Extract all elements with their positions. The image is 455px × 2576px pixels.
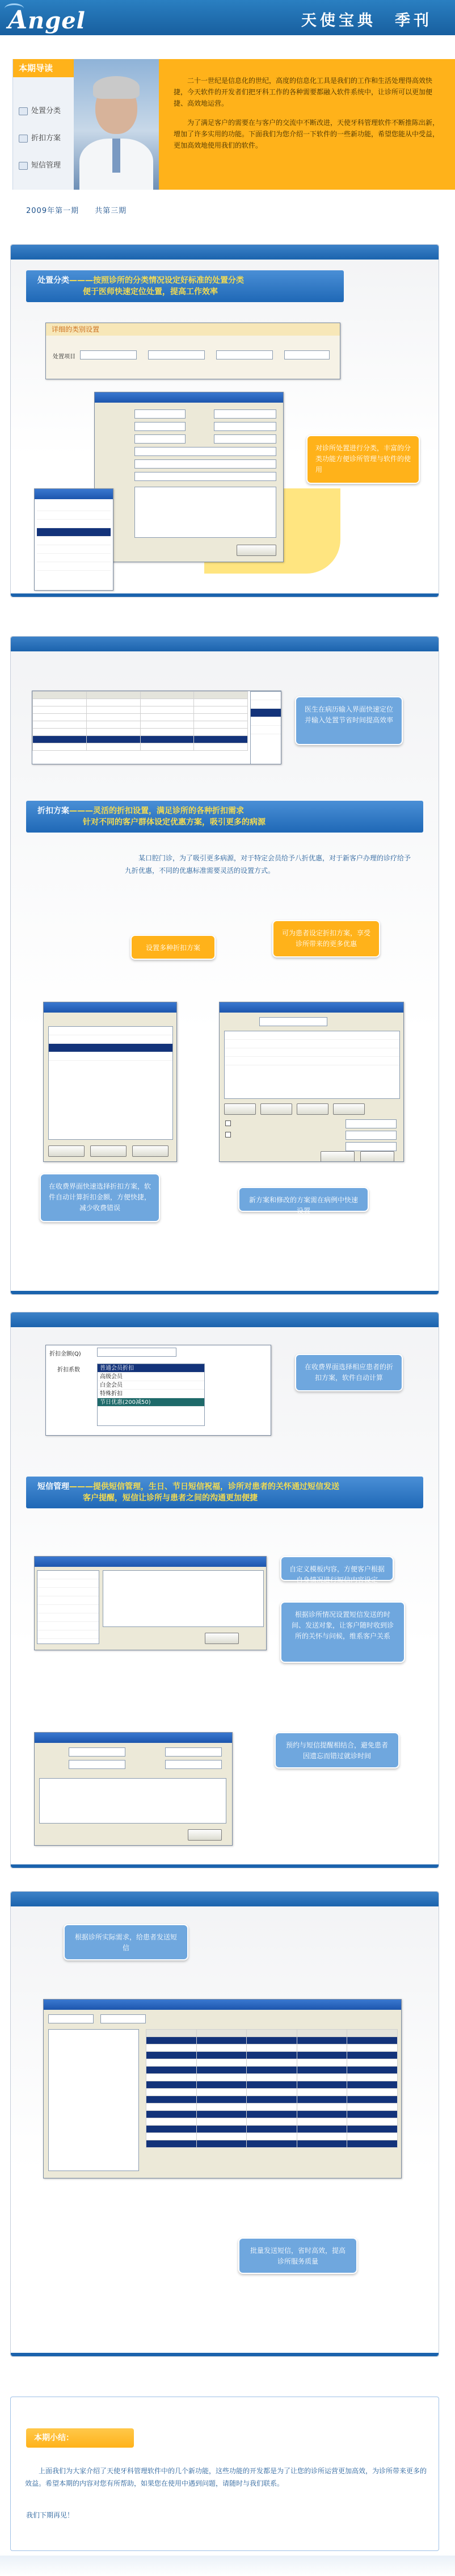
callout-sms-template: 自定义模板内容，方便客户根据自身情况进行短信内容设定 [280, 1556, 394, 1581]
discount-amount-field[interactable] [97, 1348, 176, 1357]
issue-number: 2009年第一期 共第三期 [26, 207, 127, 215]
intro-section [12, 59, 455, 190]
input-field[interactable] [134, 447, 276, 456]
send-button[interactable] [188, 1829, 222, 1841]
save-template-button[interactable] [205, 1633, 239, 1644]
save-item-button[interactable] [333, 1103, 365, 1115]
discount-checkbox[interactable] [225, 1132, 233, 1138]
discount-body-text: 某口腔门诊，为了吸引更多病源，对于特定会员给予八折优惠，对于新客户办理的诊疗给予九折优惠，不同的优惠标准需要灵活的设置方式。 [125, 854, 411, 875]
sms-template-window [34, 1556, 267, 1650]
callout-sms-send: 根据诊所实际需求，给患者发送短信 [64, 1924, 188, 1960]
callout-bulk-sms: 批量发送短信，省时高效，提高诊所服务质量 [238, 2238, 357, 2274]
category-field[interactable] [80, 350, 137, 359]
sms-template-content[interactable] [103, 1570, 264, 1627]
category-tree-window [34, 488, 113, 591]
category-side-list[interactable] [250, 691, 281, 764]
input-field[interactable] [134, 409, 186, 419]
callout-quick-charge: 在收费界面快速选择折扣方案，软件自动计算折扣金额，方便快捷，减少收费错误 [40, 1173, 160, 1222]
category-tree[interactable] [37, 503, 111, 588]
sms-field[interactable] [69, 1760, 125, 1769]
modify-item-button[interactable] [297, 1103, 328, 1115]
sms-template-tree[interactable] [37, 1570, 99, 1644]
callout-sms-schedule: 根据诊所情况设置短信发送的时间、发送对象，让客户随时收到诊所的关怀与问候，维系客户关系 [280, 1601, 405, 1663]
sms-patient-field[interactable] [69, 1747, 125, 1757]
bulk-sms-window [43, 1999, 402, 2178]
treatment-table[interactable] [32, 691, 248, 751]
date-field[interactable] [346, 1142, 397, 1151]
callout-select-discount: 在收费界面选择相应患者的折扣方案，软件自动计算 [295, 1354, 403, 1391]
toc-title: 本期导读 [13, 59, 74, 77]
folder-icon [19, 135, 28, 143]
logo: Angel [8, 6, 86, 35]
callout-sms-appointment: 预约与短信提醒相结合，避免患者因遗忘而错过就诊时间 [275, 1732, 399, 1768]
callout-patient-discount: 可为患者设定折扣方案，享受诊所带来的更多优惠 [272, 920, 380, 957]
input-field[interactable] [134, 459, 276, 469]
intro-toc [12, 59, 74, 190]
category-field-2[interactable] [148, 350, 205, 359]
input-field[interactable] [134, 472, 276, 481]
filter-field[interactable] [100, 2014, 146, 2023]
toc-item-discount[interactable]: 折扣方案 [19, 132, 75, 145]
ok-button[interactable] [321, 1151, 355, 1162]
magazine-title: 天使宝典 季刊 [301, 12, 432, 30]
summary-text: 上面我们为大家介绍了天使牙科管理软件中的几个新功能，这些功能的开发都是为了让您的诊所运营更加高效，为诊所带来更多的效益。希望本期的内容对您有所帮助，如果您在使用中遇到问题，请随时与我们联系。 [25, 2467, 427, 2487]
start-date-field[interactable] [346, 1119, 397, 1128]
recipient-group-list[interactable] [48, 2029, 139, 2171]
category-field-3[interactable] [216, 350, 273, 359]
summary-thanks: 我们下期再见！ [26, 2511, 74, 2519]
delete-scheme-button[interactable] [90, 1145, 127, 1157]
intro-text: 二十一世纪是信息化的世纪，高度的信息化工具是我们的工作和生活处理得高效快捷，今天软件的开发者们把牙科工作的各种需要都融入软件系统中，让诊所可以更加便捷、高效地运营。 为了满足客户的需要在与客户的交流中不断改进，天使牙科管理软件不断推陈出新，增加了许多实用的功能。下面我们为您介绍一下软件的一些新功能，希望您能从中受益，更加高效地使用我们的软件。 [159, 59, 455, 190]
cancel-button[interactable] [360, 1151, 394, 1162]
delete-item-button[interactable] [260, 1103, 292, 1115]
end-date-field[interactable] [346, 1131, 397, 1140]
discount-items-list[interactable] [224, 1031, 400, 1099]
footer-bar [0, 2556, 455, 2576]
summary-title: 本期小结： [26, 2428, 134, 2448]
callout-discount-types: 设置多种折扣方案 [130, 935, 216, 960]
edit-scheme-button[interactable] [132, 1145, 168, 1157]
ok-button[interactable] [237, 545, 276, 556]
toc-item-category[interactable]: 处置分类 [19, 104, 75, 118]
discount-select-window: 折扣金额(Q) 折扣系数 普通会员折扣 高级会员 白金会员 特殊折扣 节日优惠(200减50) [45, 1345, 271, 1436]
section-category-title: 处置分类———按照诊所的分类情况设定好标准的处置分类 便于医师快速定位处置，提高工作效率 [26, 270, 344, 302]
sms-time-field[interactable] [165, 1760, 222, 1769]
sms-send-window [34, 1732, 233, 1846]
section-discount-title: 折扣方案———灵活的折扣设置，满足诊所的各种折扣需求 针对不同的客户群体设定优惠方案，吸引更多的病源 [26, 801, 423, 833]
sms-phone-field[interactable] [165, 1747, 222, 1757]
discount-checkbox[interactable] [225, 1120, 233, 1127]
input-field[interactable] [134, 434, 186, 444]
discount-scheme-list[interactable] [48, 1026, 173, 1140]
treatment-list-window [32, 691, 281, 764]
add-scheme-button[interactable] [48, 1145, 85, 1157]
folder-icon [19, 107, 28, 115]
header-bar [0, 0, 455, 35]
toc-item-sms[interactable]: 短信管理 [19, 159, 75, 173]
window-title: 详细的类别设置 [46, 323, 340, 336]
section-sms-title: 短信管理———提供短信管理，生日、节日短信祝福，诊所对患者的关怀通过短信发送 客户提醒，短信让诊所与患者之间的沟通更加便捷 [26, 1477, 423, 1508]
add-item-button[interactable] [224, 1103, 256, 1115]
callout-new-scheme: 新方案和修改的方案需在病例中快速设置 [238, 1187, 369, 1212]
discount-detail-window [219, 1002, 404, 1162]
callout-quick-locate: 医生在病历输入界面快速定位并输入处置节省时间提高效率 [295, 696, 403, 745]
doctor-photo [74, 59, 159, 190]
discount-dropdown[interactable]: 普通会员折扣 高级会员 白金会员 特殊折扣 节日优惠(200减50) [97, 1364, 205, 1426]
folder-icon [19, 162, 28, 170]
category-list[interactable] [134, 487, 276, 538]
input-field[interactable] [214, 409, 276, 419]
callout-category: 对诊所处置进行分类，丰富的分类功能方便诊所管理与软件的使用 [306, 435, 420, 484]
input-field[interactable] [214, 434, 276, 444]
sms-content-field[interactable] [39, 1778, 226, 1824]
input-field[interactable] [214, 422, 276, 431]
input-field[interactable] [134, 422, 186, 431]
filter-field[interactable] [48, 2014, 94, 2023]
category-detail-window [94, 392, 284, 562]
recipient-table[interactable] [146, 2029, 398, 2148]
category-field-4[interactable] [284, 350, 330, 359]
scheme-name-field[interactable] [259, 1017, 327, 1026]
discount-scheme-window [43, 1002, 177, 1162]
category-settings-window: 详细的类别设置 处置项目 [45, 323, 340, 379]
